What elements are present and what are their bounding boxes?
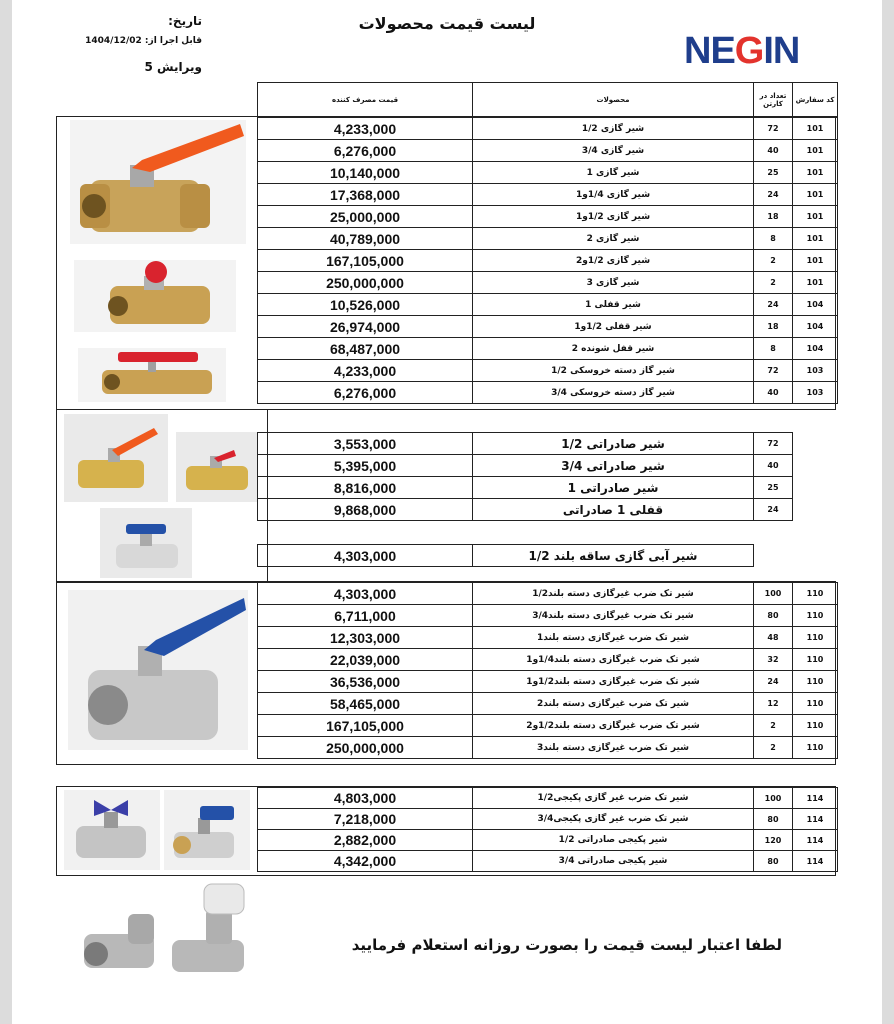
table-row (258, 737, 838, 759)
product-cell: شیر تک ضرب غیرگازی دسته بلند3/4 (473, 605, 754, 627)
product-cell: شیر تک ضرب غیرگازی دسته بلند3 (473, 737, 754, 759)
price-cell: 36,536,000 (258, 671, 473, 693)
qty-cell: 24 (754, 184, 793, 206)
qty-cell: 100 (754, 583, 793, 605)
qty-cell: 24 (754, 294, 793, 316)
code-cell: 110 (793, 715, 838, 737)
qty-cell: 25 (754, 162, 793, 184)
qty-cell: 72 (754, 433, 793, 455)
price-cell: 4,803,000 (258, 788, 473, 809)
table-row (258, 118, 838, 140)
price-cell: 26,974,000 (258, 316, 473, 338)
table-row (258, 455, 793, 477)
qty-cell: 24 (754, 671, 793, 693)
product-photo-package-valve-butterfly (64, 790, 160, 870)
code-cell: 101 (793, 250, 838, 272)
table-row (258, 851, 838, 872)
code-cell: 103 (793, 382, 838, 404)
product-cell: شیر تک ضرب غیرگازی دسته بلند1/2و2 (473, 715, 754, 737)
product-photo-export-lock-valve (176, 432, 258, 502)
code-cell: 110 (793, 671, 838, 693)
table-row (258, 545, 754, 567)
product-cell: شیر قفل شونده 2 (473, 338, 754, 360)
table-row (258, 294, 838, 316)
qty-cell: 80 (754, 809, 793, 830)
table-row (258, 499, 793, 521)
page-title: لیست قیمت محصولات (358, 14, 536, 33)
product-cell: شیر گاز دسته خروسکی 3/4 (473, 382, 754, 404)
col-code: کد سفارش (793, 83, 838, 117)
product-cell: شیر تک ضرب غیرگازی دسته بلند1/4و1 (473, 649, 754, 671)
product-cell: شیر گازی 1/2و1 (473, 206, 754, 228)
qty-cell: 80 (754, 851, 793, 872)
code-cell: 110 (793, 737, 838, 759)
product-cell: شیر تک ضرب غیرگازی دسته بلند2 (473, 693, 754, 715)
table-row (258, 228, 838, 250)
qty-cell: 40 (754, 455, 793, 477)
product-cell: شیر گازی 1/2 (473, 118, 754, 140)
table-row (258, 433, 793, 455)
single-row-table (257, 544, 754, 567)
qty-cell: 2 (754, 715, 793, 737)
product-cell: قفلی 1 صادراتی (473, 499, 754, 521)
product-photo-radiator-valves (76, 880, 260, 980)
code-cell: 101 (793, 140, 838, 162)
qty-cell: 32 (754, 649, 793, 671)
code-cell: 110 (793, 693, 838, 715)
qty-cell: 25 (754, 477, 793, 499)
product-photo-gas-valve-orange (70, 120, 246, 244)
price-validity-note: لطفا اعتبار لیست قیمت را بصورت روزانه استعلام فرمایید (351, 936, 782, 954)
col-qty: تعداد در کارتن (754, 83, 793, 117)
product-cell: شیر قفلی 1/2و1 (473, 316, 754, 338)
table-row (258, 583, 838, 605)
product-cell: شیر پکیجی صادراتی 3/4 (473, 851, 754, 872)
qty-cell: 18 (754, 316, 793, 338)
price-cell: 17,368,000 (258, 184, 473, 206)
price-cell: 10,526,000 (258, 294, 473, 316)
price-cell: 10,140,000 (258, 162, 473, 184)
product-cell: شیر پکیجی صادراتی 1/2 (473, 830, 754, 851)
product-photo-lock-valve-red (74, 260, 236, 332)
price-cell: 250,000,000 (258, 272, 473, 294)
code-cell: 101 (793, 272, 838, 294)
product-cell: شیر گازی 2 (473, 228, 754, 250)
table-row (258, 140, 838, 162)
table-row (258, 693, 838, 715)
price-cell: 250,000,000 (258, 737, 473, 759)
code-cell: 114 (793, 830, 838, 851)
table-row (258, 250, 838, 272)
price-cell: 22,039,000 (258, 649, 473, 671)
table-row (258, 184, 838, 206)
table-row (258, 649, 838, 671)
qty-cell: 72 (754, 118, 793, 140)
price-cell: 12,303,000 (258, 627, 473, 649)
table-row (258, 788, 838, 809)
product-photo-package-valve-blue (164, 790, 250, 870)
product-cell: شیر آبی گازی ساقه بلند 1/2 (473, 545, 754, 567)
price-cell: 4,303,000 (258, 545, 473, 567)
qty-cell: 24 (754, 499, 793, 521)
product-cell: شیر گازی 1/2و2 (473, 250, 754, 272)
qty-cell: 100 (754, 788, 793, 809)
price-cell: 6,276,000 (258, 382, 473, 404)
price-cell: 4,233,000 (258, 118, 473, 140)
price-cell: 9,868,000 (258, 499, 473, 521)
code-cell: 101 (793, 162, 838, 184)
qty-cell: 8 (754, 228, 793, 250)
product-cell: شیر گاز دسته خروسکی 1/2 (473, 360, 754, 382)
table-row (258, 272, 838, 294)
price-cell: 2,882,000 (258, 830, 473, 851)
price-cell: 8,816,000 (258, 477, 473, 499)
product-cell: شیر صادراتی 1/2 (473, 433, 754, 455)
price-list-page (12, 0, 882, 1024)
product-cell: شیر تک ضرب غیرگازی دسته بلند1/2و1 (473, 671, 754, 693)
price-cell: 167,105,000 (258, 715, 473, 737)
price-cell: 3,553,000 (258, 433, 473, 455)
price-cell: 4,233,000 (258, 360, 473, 382)
qty-cell: 72 (754, 360, 793, 382)
code-cell: 101 (793, 228, 838, 250)
qty-cell: 2 (754, 250, 793, 272)
price-cell: 68,487,000 (258, 338, 473, 360)
table-row (258, 477, 793, 499)
product-cell: شیر تک ضرب غیرگازی دسته بلند1/2 (473, 583, 754, 605)
product-cell: شیر گازی 3/4 (473, 140, 754, 162)
qty-cell: 80 (754, 605, 793, 627)
table-row (258, 382, 838, 404)
table-row (258, 830, 838, 851)
price-cell: 5,395,000 (258, 455, 473, 477)
qty-cell: 40 (754, 382, 793, 404)
code-cell: 103 (793, 360, 838, 382)
code-cell: 114 (793, 809, 838, 830)
table-header (257, 82, 838, 117)
code-cell: 110 (793, 649, 838, 671)
code-cell: 110 (793, 583, 838, 605)
group4-table (257, 787, 838, 872)
product-cell: شیر تک ضرب غیر گازی پکیجی1/2 (473, 788, 754, 809)
code-cell: 110 (793, 605, 838, 627)
table-row (258, 715, 838, 737)
qty-cell: 120 (754, 830, 793, 851)
price-cell: 167,105,000 (258, 250, 473, 272)
code-cell: 101 (793, 118, 838, 140)
product-cell: شیر صادراتی 3/4 (473, 455, 754, 477)
table-row (258, 338, 838, 360)
product-cell: شیر گازی 1/4و1 (473, 184, 754, 206)
product-photo-t-handle-valve (78, 348, 226, 402)
price-cell: 40,789,000 (258, 228, 473, 250)
price-cell: 4,342,000 (258, 851, 473, 872)
date-label: تاریخ: (168, 14, 202, 28)
qty-cell: 40 (754, 140, 793, 162)
edition-label: ویرایش 5 (144, 60, 202, 74)
table-row (258, 162, 838, 184)
code-cell: 104 (793, 316, 838, 338)
qty-cell: 8 (754, 338, 793, 360)
effective-date: قابل اجرا از: 1404/12/02 (85, 36, 202, 46)
product-cell: شیر گازی 3 (473, 272, 754, 294)
group2-table (257, 432, 793, 521)
qty-cell: 2 (754, 272, 793, 294)
code-cell: 104 (793, 294, 838, 316)
product-cell: شیر گازی 1 (473, 162, 754, 184)
group3-table (257, 582, 838, 759)
product-photo-water-valve-blue (100, 508, 192, 578)
col-price: قیمت مصرف کننده (258, 83, 473, 117)
code-cell: 114 (793, 788, 838, 809)
table-row (258, 316, 838, 338)
product-photo-export-valve-orange (64, 414, 168, 502)
table-row (258, 360, 838, 382)
price-cell: 7,218,000 (258, 809, 473, 830)
code-cell: 114 (793, 851, 838, 872)
product-cell: شیر صادراتی 1 (473, 477, 754, 499)
qty-cell: 48 (754, 627, 793, 649)
code-cell: 104 (793, 338, 838, 360)
brand-logo: NEGIN (684, 30, 800, 72)
table-row (258, 809, 838, 830)
code-cell: 101 (793, 206, 838, 228)
price-cell: 6,711,000 (258, 605, 473, 627)
price-cell: 4,303,000 (258, 583, 473, 605)
code-cell: 101 (793, 184, 838, 206)
code-cell: 110 (793, 627, 838, 649)
product-photo-nickel-ball-valve-blue (68, 590, 248, 750)
col-product: محصولات (473, 83, 754, 117)
product-cell: شیر قفلی 1 (473, 294, 754, 316)
table-row (258, 605, 838, 627)
price-cell: 58,465,000 (258, 693, 473, 715)
qty-cell: 18 (754, 206, 793, 228)
price-cell: 25,000,000 (258, 206, 473, 228)
qty-cell: 12 (754, 693, 793, 715)
table-row (258, 627, 838, 649)
product-cell: شیر تک ضرب غیر گازی پکیجی3/4 (473, 809, 754, 830)
table-row (258, 671, 838, 693)
price-cell: 6,276,000 (258, 140, 473, 162)
product-cell: شیر تک ضرب غیرگازی دسته بلند1 (473, 627, 754, 649)
group1-table (257, 117, 838, 404)
qty-cell: 2 (754, 737, 793, 759)
table-row (258, 206, 838, 228)
